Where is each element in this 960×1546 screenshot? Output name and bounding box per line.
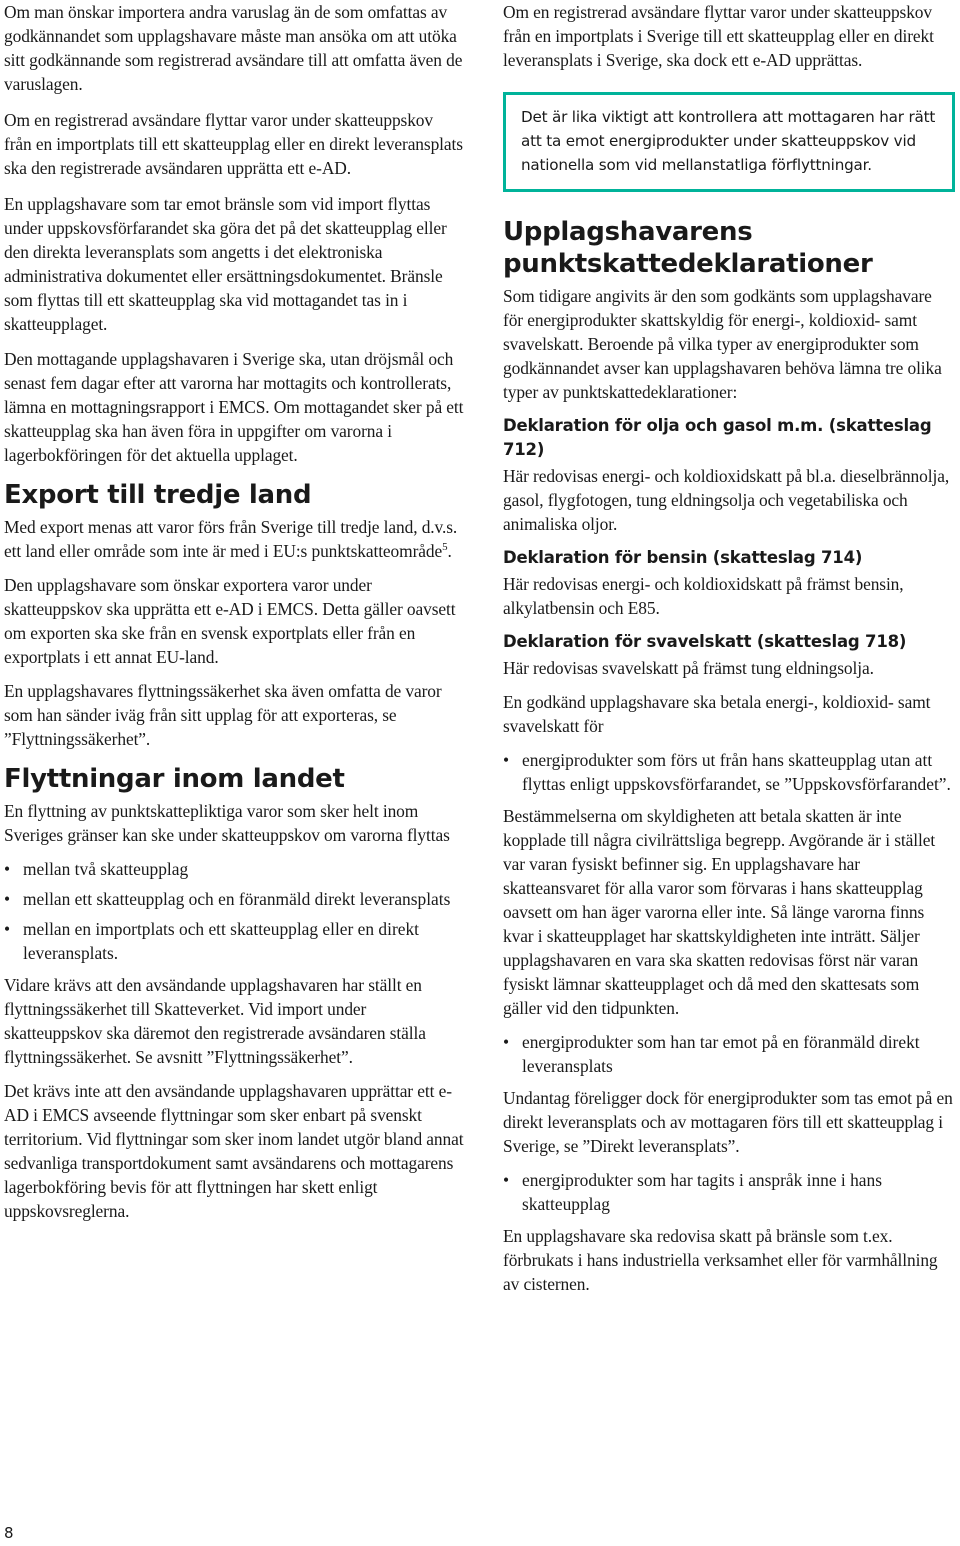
callout-text: Det är lika viktigt att kontrollera att mottagaren har rätt att ta emot energiprodukter under skatteuppskov vid nationella som vid mellanstatliga förflyttningar. xyxy=(521,108,936,174)
bullet-list xyxy=(503,1030,955,1078)
subheading-bensin: Deklaration för bensin (skatteslag 714) xyxy=(503,548,863,567)
paragraph: Den upplagshavare som önskar exportera varor under skatteuppskov ska upprätta ett e-AD i EMCS. Detta gäller oavsett om exporten ska ske från en svensk exportplats eller från en exportplats i ett annat EU-land. xyxy=(4,575,456,667)
paragraph: Om en registrerad avsändare flyttar varor under skatteuppskov från en importplats i Sverige till ett skatteupplag eller en direkt leveransplats i Sverige, ska dock ett e-AD upprättas. xyxy=(503,2,934,70)
paragraph: Om en registrerad avsändare flyttar varor under skatteuppskov från en importplats till ett skatteupplag eller en direkt leveransplats ska den registrerade avsändaren upprätta ett e-AD. xyxy=(4,110,463,178)
list-item: • energiprodukter som har tagits i anspråk inne i hans skatteupplag xyxy=(503,1168,955,1216)
list-item: • energiprodukter som förs ut från hans skatteupplag utan att flyttas enligt uppskovsförfarandet, se ”Uppskovsförfarandet”. xyxy=(503,748,955,796)
footnote-ref: 5 xyxy=(442,541,448,554)
bullet-list xyxy=(503,748,955,796)
list-item: • energiprodukter som han tar emot på en föranmäld direkt leveransplats xyxy=(503,1030,955,1078)
subheading-olja: Deklaration för olja och gasol m.m. (skatteslag 712) xyxy=(503,416,932,459)
paragraph: Här redovisas energi- och koldioxidskatt på bl.a. dieselbrännolja, gasol, flygfotogen, tung eldningsolja och vegetabiliska och animaliska oljor. xyxy=(503,466,950,534)
paragraph: Här redovisas svavelskatt på främst tung eldningsolja. xyxy=(503,658,874,678)
paragraph: En godkänd upplagshavare ska betala energi-, koldioxid- samt svavelskatt för xyxy=(503,692,931,736)
page-number: 8 xyxy=(4,1524,14,1542)
list-item: • mellan ett skatteupplag och en föranmäld direkt leveransplats xyxy=(4,887,464,911)
subheading-svavel: Deklaration för svavelskatt (skatteslag 718) xyxy=(503,632,907,651)
paragraph: Bestämmelserna om skyldigheten att betala skatten är inte kopplade till några civilrättsliga begrepp. Avgörande är i stället var varan fysiskt befinner sig. En upplagshavare har skatteansvaret för alla varor som förvaras i hans skatteupplag oavsett om han äger varorna eller inte. Så länge varorna finns kvar i skatteupplaget har skattskyldigheten inte inträtt. Säljer upplagshavaren en vara ska skatten redovisas först när varan fysiskt lämnar skatteupplaget och då med den skattesats som gäller vid den tidpunkten. xyxy=(503,806,936,1018)
bullet-list xyxy=(503,1168,955,1216)
paragraph: Den mottagande upplagshavaren i Sverige ska, utan dröjsmål och senast fem dagar efter att varorna har mottagits och kontrollerats, lämna en mottagningsrapport i EMCS. Om mottagandet sker på ett skatteupplag ska han även föra in uppgifter om varorna i lagerbokföringen för det aktuella upplaget. xyxy=(4,349,464,465)
heading-flyttningar: Flyttningar inom landet xyxy=(4,764,345,794)
heading-export: Export till tredje land xyxy=(4,480,312,510)
paragraph: Det krävs inte att den avsändande upplagshavaren upprättar ett e-AD i EMCS avseende flyttningar som sker enbart på svenskt territorium. Vid flyttningar som sker inom landet utgör bland annat sedvanliga transportdokument samt avsändarens och mottagarens lagerbokföring bevis för att flyttningen har skett enligt uppskovsreglerna. xyxy=(4,1081,464,1221)
paragraph: En upplagshavares flyttningssäkerhet ska även omfatta de varor som han sänder iväg från sitt upplag för att exporteras, se ”Flyttningssäkerhet”. xyxy=(4,681,442,749)
right-column xyxy=(503,0,955,1306)
bullet-list xyxy=(4,857,464,965)
paragraph xyxy=(4,515,464,563)
paragraph-end: . xyxy=(447,541,452,561)
list-item: • mellan två skatteupplag xyxy=(4,857,464,881)
paragraph: Här redovisas energi- och koldioxidskatt på främst bensin, alkylatbensin och E85. xyxy=(503,574,904,618)
paragraph: Vidare krävs att den avsändande upplagshavaren har ställt en flyttningssäkerhet till Skatteverket. Vid import under skatteuppskov ska däremot den registrerade avsändaren ställa flyttningssäkerhet. Se avsnitt ”Flyttningssäkerhet”. xyxy=(4,975,426,1067)
heading-deklarationer: Upplagshavarens punktskattedeklarationer xyxy=(503,217,873,279)
paragraph: En upplagshavare som tar emot bränsle som vid import flyttas under uppskovsförfarandet ska göra det på det skatteupplag eller den direkta leveransplats som angetts i det elektroniska administrativa dokumentet eller ersättningsdokumentet. Bränsle som flyttas till ett skatteupplag ska vid mottagandet tas in i skatteupplaget. xyxy=(4,194,447,334)
paragraph-text: Med export menas att varor förs från Sverige till tredje land, d.v.s. ett land eller område som inte är med i EU:s punktskatteområde xyxy=(4,517,458,561)
paragraph: Om man önskar importera andra varuslag än de som omfattas av godkännandet som upplagshavare måste man ansöka om att utöka sitt godkännande som registrerad avsändare till att omfatta även de varuslagen. xyxy=(4,2,463,94)
paragraph: En upplagshavare ska redovisa skatt på bränsle som t.ex. förbrukats i hans industriella verksamhet eller för varmhållning av cisternen. xyxy=(503,1226,938,1294)
list-item: • mellan en importplats och ett skatteupplag eller en direkt leveransplats. xyxy=(4,917,464,965)
callout-box xyxy=(503,92,955,192)
left-column xyxy=(4,0,464,1233)
paragraph: En flyttning av punktskattepliktiga varor som sker helt inom Sveriges gränser kan ske under skatteuppskov om varorna flyttas xyxy=(4,801,450,845)
paragraph: Som tidigare angivits är den som godkänts som upplagshavare för energiprodukter skattskyldig för energi-, koldioxid- samt svavelskatt. Beroende på vilka typer av energiprodukter som godkännandet avser kan upplagshavaren behöva lämna tre olika typer av punktskattedeklarationer: xyxy=(503,286,942,402)
paragraph: Undantag föreligger dock för energiprodukter som tas emot på en direkt leveransplats och av mottagaren förs till ett skatteupplag i Sverige, se ”Direkt leveransplats”. xyxy=(503,1088,953,1156)
